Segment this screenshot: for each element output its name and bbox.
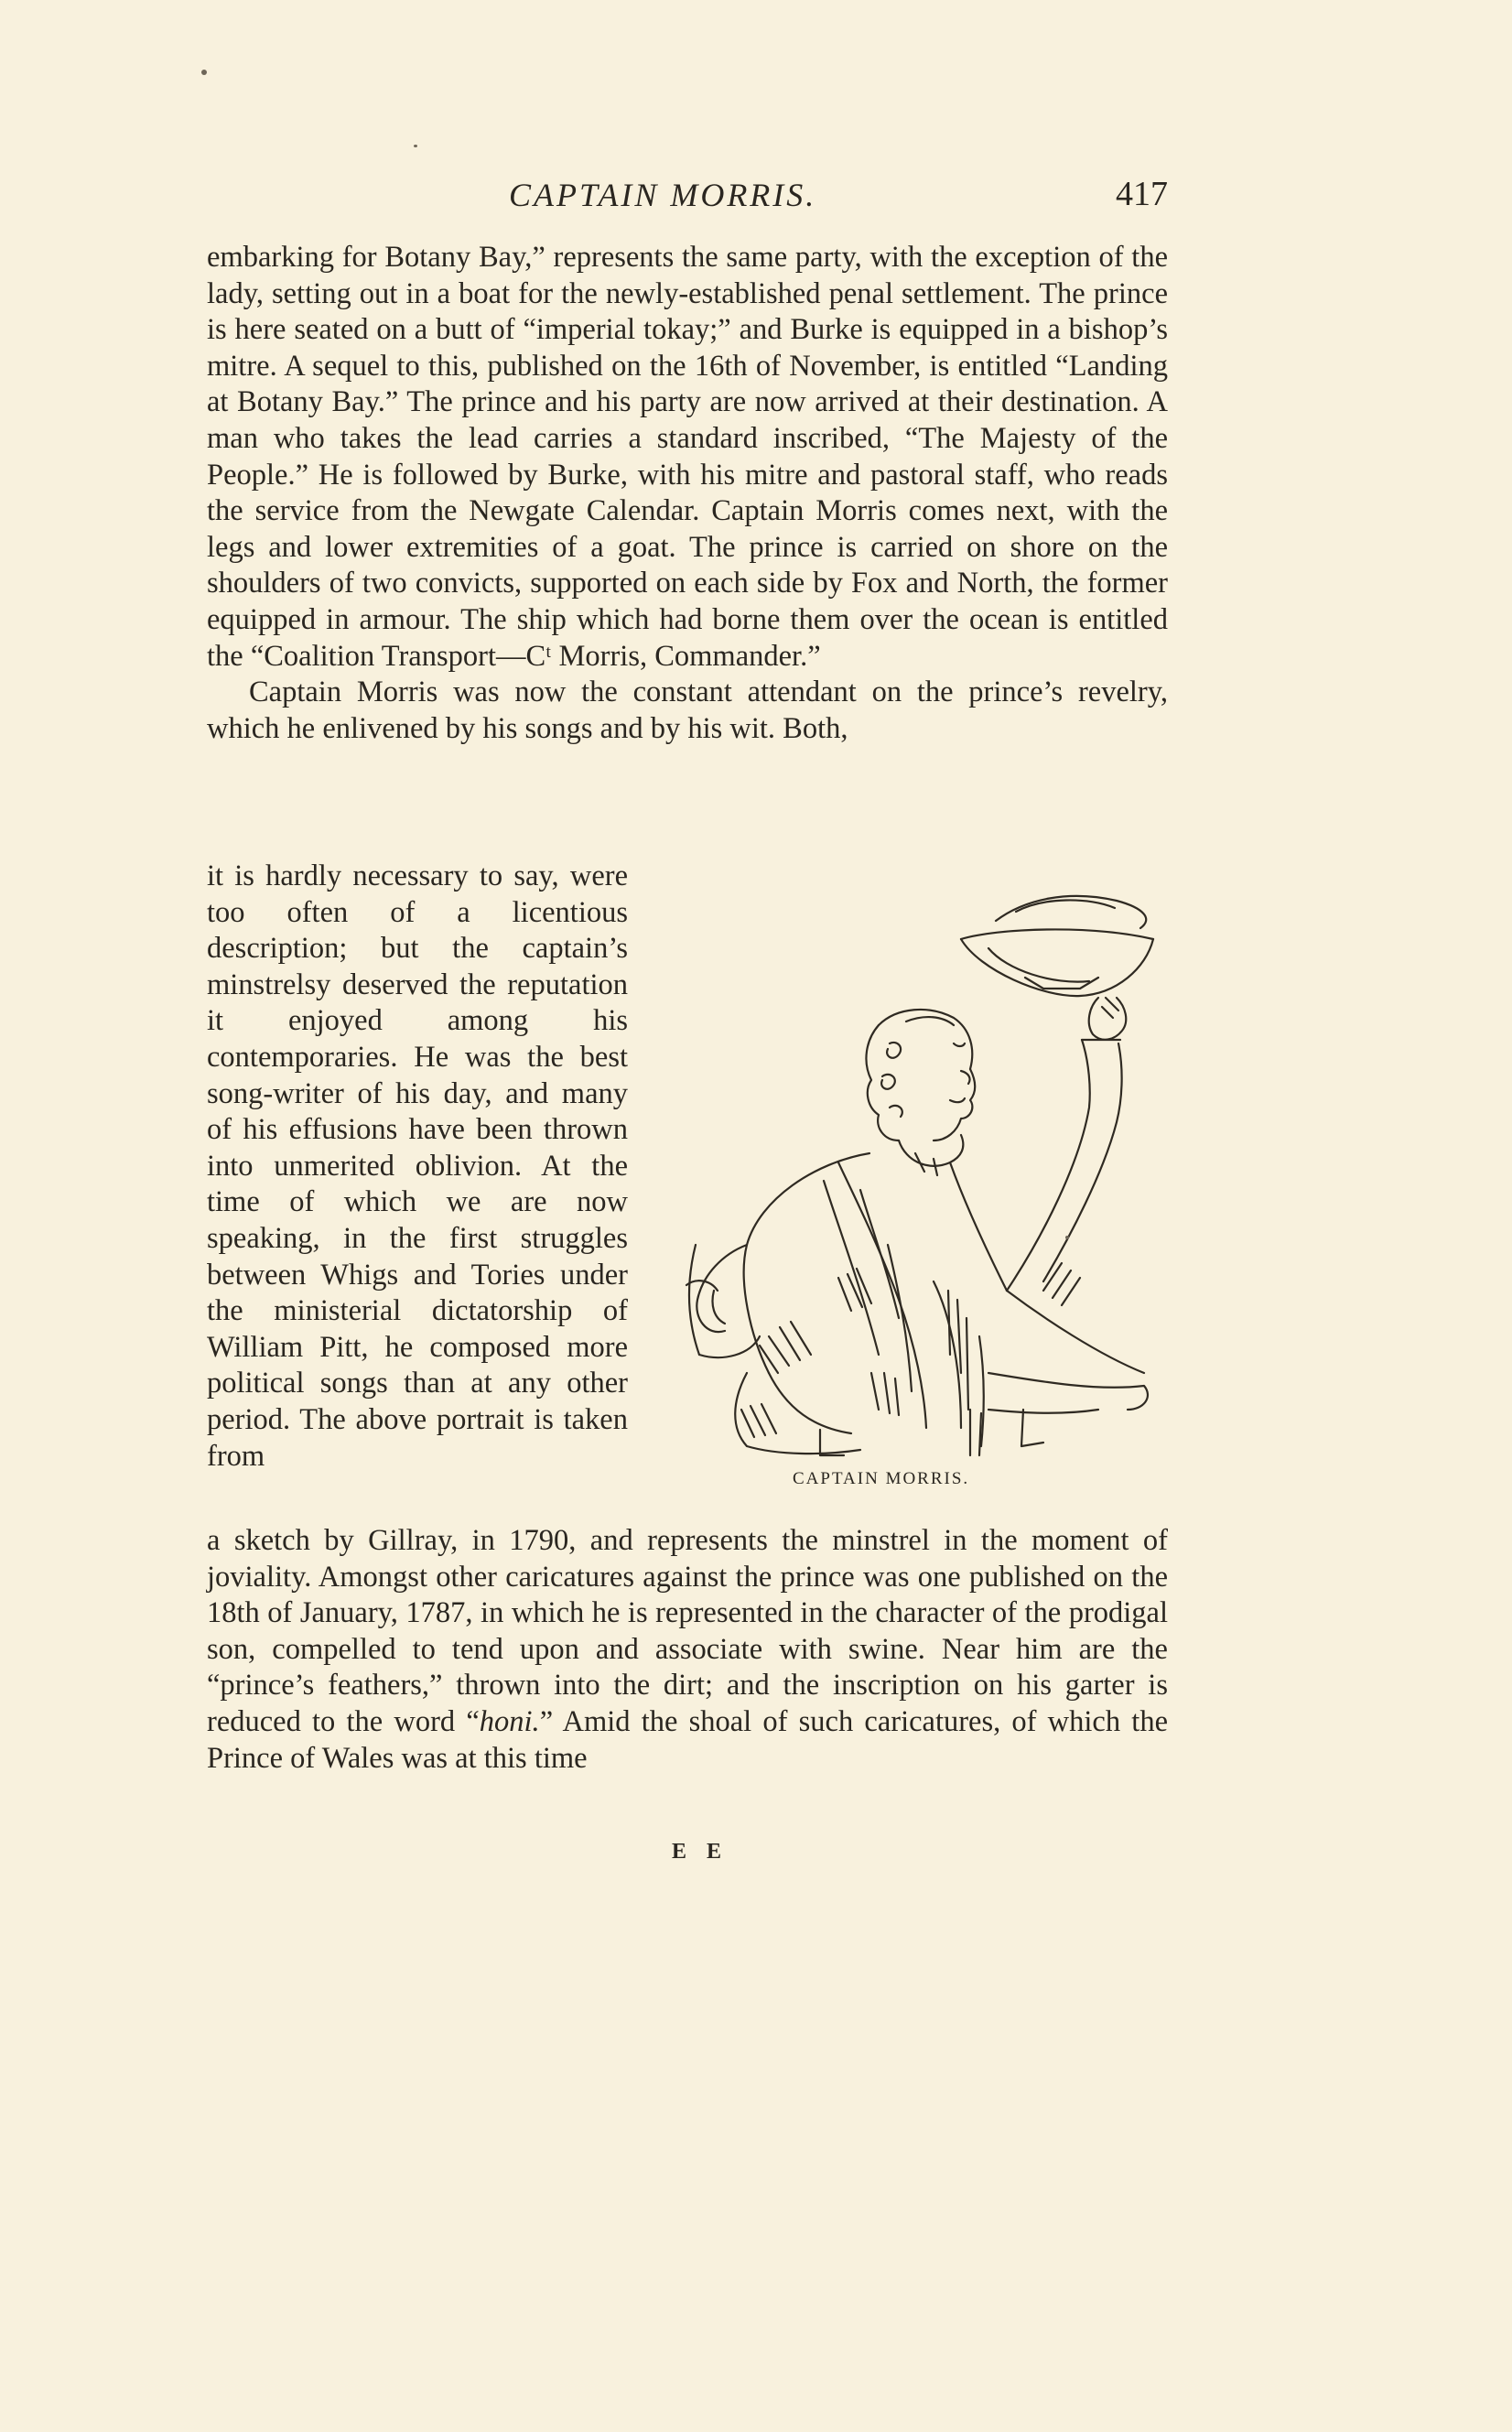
ink-speck bbox=[201, 70, 207, 75]
page-number: 417 bbox=[1116, 175, 1168, 213]
page-header bbox=[207, 176, 1168, 222]
lower-text-end: ” Amid the shoal of such caricatures, of which the Prince of Wales was at this time bbox=[207, 1704, 1168, 1775]
paragraph-morris-attendant: Captain Morris was now the constant attendant on the prince’s revelry, which he enlivened by his songs and by his wit. Both, bbox=[207, 676, 1168, 745]
paragraph-lower bbox=[207, 1523, 1168, 1777]
italic-honi: honi. bbox=[479, 1704, 540, 1738]
paragraph-wrapped: it is hardly necessary to say, were too often of a licentious description; but the captain’s minstrelsy deserved the reputation it enjoyed among his contemporaries. He was the best song-writer of his day, and many of his effusions have been thrown into unmerited oblivion. At the time of which we are now speaking, in the first struggles between Whigs and Tories under the ministerial dictatorship of William Pitt, he composed more political songs than at any other period. The above portrait is taken from bbox=[207, 859, 628, 1473]
paragraph-continuation: embarking for Botany Bay,” represents the same party, with the exception of the lady, setting out in a boat for the newly-established penal settlement. The prince is here seated on a butt of “imperial tokay;” and Burke is equipped in a bishop’s mitre. A sequel to this, published on the 16th of November, is entitled “Landing at Botany Bay.” The prince and his party are now arrived at their destination. A man who takes the lead carries a standard inscribed, “The Majesty of the People.” He is followed by Burke, with his mitre and pastoral staff, who reads the service from the Newgate Calendar. Captain Morris comes next, with the legs and lower extremities of a goat. The prince is carried on shore on the shoulders of two convicts, supported on each side by Fox and North, the former equipped in armour. The ship which had borne them over the ocean is entitled the “Coalition Transport—Cᵗ Morris, Commander.” bbox=[207, 241, 1168, 673]
body-text-lower bbox=[207, 1523, 1168, 1777]
running-title: CAPTAIN MORRIS. bbox=[509, 177, 817, 213]
captain-morris-portrait bbox=[659, 860, 1172, 1492]
signature-mark: E E bbox=[672, 1840, 729, 1864]
figure-caption: CAPTAIN MORRIS. bbox=[793, 1469, 970, 1488]
body-text-upper bbox=[207, 240, 1168, 747]
body-text-wrapped bbox=[207, 859, 628, 1475]
portrait-engraving-icon bbox=[659, 860, 1172, 1483]
ink-speck bbox=[414, 145, 417, 147]
ink-speck bbox=[1065, 1236, 1069, 1239]
lower-text-start: a sketch by Gillray, in 1790, and represents the minstrel in the moment of joviality. Amongst other caricatures against the prince was one published on the 18th of January, 1787, in which he is represented in the character of the prodigal son, compelled to tend upon and associate with swine. Near him are the “prince’s feathers,” thrown into the dirt; and the inscription on his garter is reduced to the word “ bbox=[207, 1524, 1168, 1738]
